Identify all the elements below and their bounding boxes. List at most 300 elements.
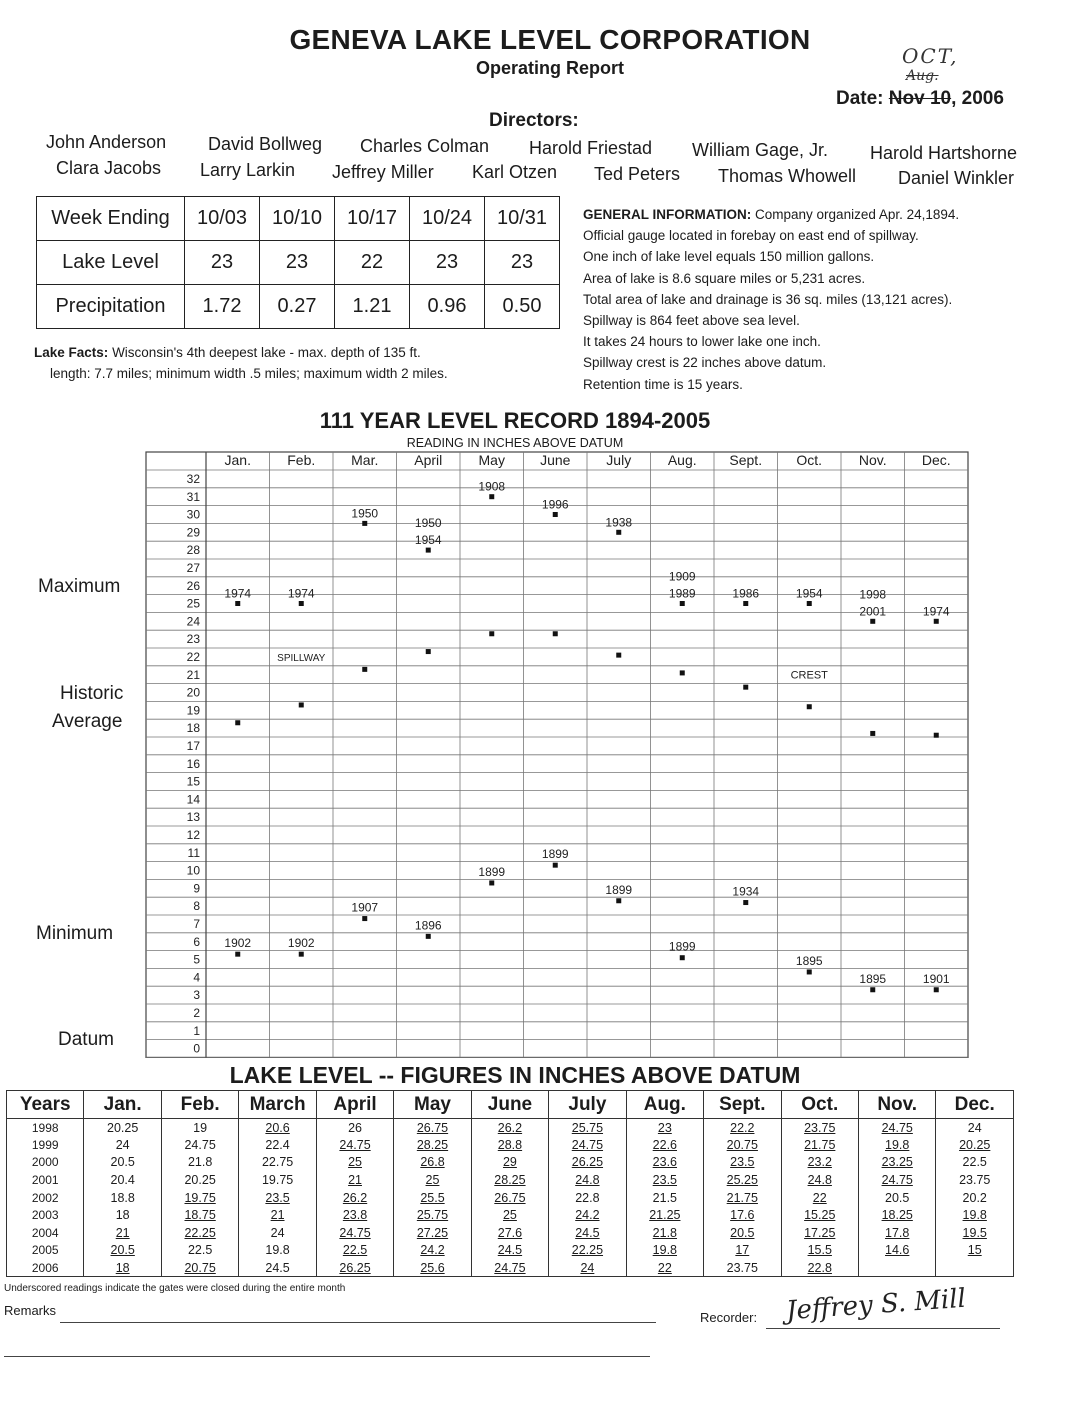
level-cell: [549, 1154, 626, 1172]
level-tick: 16: [186, 756, 200, 771]
level-cell: 23: [185, 241, 260, 285]
average-marker: [743, 685, 748, 690]
level-cell: [781, 1242, 858, 1260]
gates-closed-reading: 25: [425, 1173, 440, 1188]
level-cell: 20.5: [858, 1189, 935, 1207]
level-tick: 1: [193, 1023, 200, 1038]
level-tick: 2: [193, 1006, 200, 1020]
gates-closed-reading: 24.2: [575, 1208, 600, 1223]
average-marker: [680, 670, 685, 675]
gates-closed-reading: 22: [812, 1190, 827, 1205]
year-cell: 1998: [7, 1119, 84, 1137]
level-cell: [936, 1136, 1014, 1154]
minimum-marker: [680, 955, 685, 960]
level-cell: 20.25: [161, 1171, 238, 1189]
level-cell: [936, 1259, 1014, 1277]
gates-closed-reading: 29: [502, 1155, 517, 1170]
general-info-line: Official gauge located in forebay on east end of spillway.: [583, 228, 919, 244]
handwritten-struck-month: Aug.: [906, 68, 939, 84]
table-row: [7, 1171, 1014, 1189]
level-tick: 29: [186, 525, 200, 540]
remarks-line: [4, 1356, 650, 1357]
gates-closed-reading: 24.75: [339, 1225, 371, 1240]
gates-closed-reading: 21.8: [652, 1225, 678, 1240]
level-cell: 24: [239, 1224, 316, 1242]
gates-closed-reading: 23.75: [804, 1120, 836, 1135]
level-cell: [781, 1224, 858, 1242]
gates-closed-reading: 22.25: [571, 1243, 604, 1258]
column-header: May: [394, 1091, 471, 1119]
week-cell: 10/10: [260, 197, 335, 241]
gates-closed-reading: 17.6: [730, 1208, 755, 1223]
level-cell: [394, 1119, 471, 1137]
column-header: Jan.: [84, 1091, 161, 1119]
level-cell: [394, 1242, 471, 1260]
gates-closed-reading: 20.75: [726, 1137, 758, 1152]
level-cell: [704, 1242, 781, 1260]
lake-facts-label: Lake Facts:: [34, 345, 109, 360]
level-tick: 18: [186, 721, 200, 736]
level-tick: 11: [187, 845, 200, 860]
level-cell: [936, 1242, 1014, 1260]
gates-closed-reading: 21.75: [726, 1190, 758, 1205]
level-tick: 25: [186, 596, 200, 611]
gates-closed-reading: 18.75: [184, 1208, 216, 1223]
level-cell: [549, 1224, 626, 1242]
level-cell: [626, 1171, 703, 1189]
level-cell: 22: [335, 241, 410, 285]
level-cell: [239, 1189, 316, 1207]
column-header: March: [239, 1091, 316, 1119]
gates-closed-reading: 23.5: [265, 1190, 290, 1205]
gates-closed-reading: 18: [115, 1260, 130, 1275]
level-cell: [471, 1224, 548, 1242]
level-cell: [626, 1206, 703, 1224]
level-cell: 22.4: [239, 1136, 316, 1154]
level-tick: 15: [186, 774, 200, 789]
level-cell: 22.75: [239, 1154, 316, 1172]
maximum-marker: [870, 619, 875, 624]
level-tick: 3: [193, 988, 200, 1003]
precip-cell: 0.50: [485, 285, 560, 329]
level-cell: [84, 1242, 161, 1260]
column-header: June: [471, 1091, 548, 1119]
maximum-label: Maximum: [38, 576, 121, 597]
level-cell: 23: [260, 241, 335, 285]
historic-label: Historic: [60, 683, 124, 704]
gates-closed-reading: 22: [657, 1260, 672, 1275]
level-cell: [704, 1136, 781, 1154]
level-cell: 19.75: [239, 1171, 316, 1189]
minimum-marker: [299, 952, 304, 957]
general-info-line: Spillway crest is 22 inches above datum.: [583, 355, 827, 371]
gates-closed-reading: 24.5: [497, 1243, 523, 1258]
level-tick: 10: [186, 863, 200, 878]
level-tick: 4: [193, 970, 200, 985]
gates-closed-reading: 24.75: [881, 1173, 913, 1188]
level-tick: 8: [193, 899, 200, 914]
spillway-label: SPILLWAY: [277, 652, 326, 664]
level-cell: 21.5: [626, 1189, 703, 1207]
maximum-marker: [807, 601, 812, 606]
level-cell: [316, 1154, 393, 1172]
gates-closed-reading: 14.6: [885, 1243, 910, 1258]
level-tick: 21: [186, 667, 200, 682]
level-cell: [549, 1119, 626, 1137]
gates-closed-reading: 26.2: [497, 1120, 523, 1135]
gates-closed-reading: 27.6: [497, 1225, 523, 1240]
maximum-year-label: 1909: [668, 569, 696, 584]
level-tick: 23: [186, 632, 200, 647]
level-cell: [471, 1259, 548, 1277]
level-cell: [471, 1136, 548, 1154]
level-cell: 22.8: [549, 1189, 626, 1207]
gates-closed-reading: 26.25: [571, 1155, 604, 1170]
gates-closed-reading: 22.6: [652, 1137, 678, 1152]
maximum-year-label: 1908: [478, 479, 506, 494]
level-cell: [626, 1259, 703, 1277]
average-marker: [235, 720, 240, 725]
level-tick: 12: [186, 828, 200, 842]
level-cell: 23.75: [936, 1171, 1014, 1189]
average-marker: [616, 653, 621, 658]
gates-closed-reading: 24.8: [575, 1173, 600, 1188]
gates-closed-reading: 22.8: [807, 1260, 832, 1275]
director-name: Thomas Whowell: [718, 166, 857, 186]
level-cell: [858, 1259, 935, 1277]
gates-closed-reading: 23.6: [652, 1155, 678, 1170]
level-cell: [626, 1154, 703, 1172]
level-cell: 18: [84, 1206, 161, 1224]
level-cell: [704, 1119, 781, 1137]
gates-closed-reading: 20.5: [730, 1225, 755, 1240]
gates-closed-reading: 19.8: [652, 1243, 678, 1258]
minimum-year-label: 1896: [414, 918, 442, 933]
table-row: [7, 1224, 1014, 1242]
minimum-year-label: 1902: [287, 936, 315, 951]
level-cell: [626, 1119, 703, 1137]
minimum-marker: [362, 916, 367, 921]
level-cell: [858, 1242, 935, 1260]
level-cell: [316, 1171, 393, 1189]
level-cell: [704, 1206, 781, 1224]
level-cell: [84, 1259, 161, 1277]
month-header: Mar.: [351, 452, 379, 468]
director-name: William Gage, Jr.: [692, 140, 829, 160]
underscore-footnote: Underscored readings indicate the gates were closed during the entire month: [4, 1283, 346, 1294]
level-cell: 19: [161, 1119, 238, 1137]
month-header: June: [540, 452, 571, 468]
level-tick: 30: [186, 507, 200, 522]
year-cell: 1999: [7, 1136, 84, 1154]
minimum-year-label: 1899: [478, 864, 506, 879]
minimum-year-label: 1899: [541, 847, 569, 862]
column-header: Aug.: [626, 1091, 703, 1119]
level-cell: 18.8: [84, 1189, 161, 1207]
director-name: Jeffrey Miller: [332, 162, 434, 182]
level-tick: 32: [186, 472, 200, 486]
level-cell: 24: [936, 1119, 1014, 1137]
maximum-year-label: 1974: [922, 604, 950, 619]
gates-closed-reading: 21.75: [804, 1137, 836, 1152]
maximum-year-label: 2001: [859, 604, 887, 619]
level-tick: 9: [193, 881, 200, 896]
year-cell: 2002: [7, 1189, 84, 1207]
gates-closed-reading: 21: [115, 1225, 130, 1240]
level-tick: 14: [186, 792, 200, 807]
minimum-year-label: 1907: [351, 900, 379, 915]
director-name: Clara Jacobs: [56, 158, 162, 178]
average-marker: [299, 702, 304, 707]
maximum-marker: [489, 494, 494, 499]
year-cell: 2006: [7, 1259, 84, 1277]
level-cell: [781, 1171, 858, 1189]
maximum-marker: [362, 521, 367, 526]
column-header: Oct.: [781, 1091, 858, 1119]
maximum-year-label: 1989: [668, 586, 696, 601]
date-year: , 2006: [951, 88, 1004, 109]
level-cell: [471, 1242, 548, 1260]
gates-closed-reading: 25.75: [571, 1120, 604, 1135]
level-cell: [549, 1259, 626, 1277]
minimum-label: Minimum: [36, 923, 114, 944]
gates-closed-reading: 26.75: [494, 1190, 526, 1205]
minimum-marker: [870, 987, 875, 992]
level-cell: [161, 1189, 238, 1207]
level-cell: 24.5: [239, 1259, 316, 1277]
level-cell: [394, 1154, 471, 1172]
level-tick: 20: [186, 685, 200, 700]
datum-label: Datum: [58, 1029, 114, 1050]
minimum-marker: [426, 934, 431, 939]
gates-closed-reading: 23.8: [342, 1208, 368, 1223]
level-cell: [471, 1206, 548, 1224]
gates-closed-reading: 23.25: [881, 1155, 913, 1170]
level-cell: [394, 1224, 471, 1242]
lake-facts-line: length: 7.7 miles; minimum width .5 miles; maximum width 2 miles.: [50, 366, 448, 381]
director-name: Charles Colman: [360, 136, 490, 156]
level-cell: 24.75: [161, 1136, 238, 1154]
level-tick: 0: [193, 1041, 200, 1056]
gates-closed-reading: 26.2: [342, 1190, 368, 1205]
maximum-marker: [616, 530, 621, 535]
gates-closed-reading: 19.8: [962, 1208, 987, 1223]
maximum-marker: [553, 512, 558, 517]
maximum-year-label: 1950: [351, 506, 379, 521]
director-name: Daniel Winkler: [898, 168, 1015, 188]
minimum-year-label: 1899: [605, 882, 633, 897]
average-label: Average: [52, 711, 123, 732]
minimum-marker: [616, 898, 621, 903]
column-header: Nov.: [858, 1091, 935, 1119]
average-marker: [362, 667, 367, 672]
gates-closed-reading: 22.2: [730, 1120, 755, 1135]
gates-closed-reading: 17: [735, 1243, 750, 1258]
level-cell: [781, 1206, 858, 1224]
gates-closed-reading: 26.25: [339, 1260, 371, 1275]
level-tick: 19: [186, 703, 200, 718]
table-row: [7, 1259, 1014, 1277]
gates-closed-reading: 20.6: [265, 1120, 290, 1135]
gates-closed-reading: 25.6: [420, 1260, 445, 1275]
maximum-marker: [680, 601, 685, 606]
level-tick: 27: [186, 561, 200, 575]
gates-closed-reading: 24.75: [339, 1137, 371, 1152]
precip-cell: 0.27: [260, 285, 335, 329]
gates-closed-reading: 22.5: [342, 1243, 368, 1258]
level-cell: 23: [485, 241, 560, 285]
gates-closed-reading: 25.75: [416, 1208, 449, 1223]
recorder-label: Recorder:: [700, 1310, 758, 1325]
level-cell: [626, 1136, 703, 1154]
row-header: Lake Level: [37, 241, 185, 285]
level-cell: 19.8: [239, 1242, 316, 1260]
month-header: Sept.: [729, 452, 763, 468]
level-cell: [858, 1136, 935, 1154]
maximum-year-label: 1996: [541, 497, 569, 512]
general-info-line: It takes 24 hours to lower lake one inch.: [583, 334, 821, 350]
level-cell: 26: [316, 1119, 393, 1137]
average-marker: [426, 649, 431, 654]
table-row: [7, 1136, 1014, 1154]
level-cell: 20.4: [84, 1171, 161, 1189]
director-name: Karl Otzen: [472, 162, 558, 182]
minimum-marker: [553, 863, 558, 868]
table-row: [7, 1206, 1014, 1224]
minimum-marker: [934, 987, 939, 992]
gates-closed-reading: 27.25: [416, 1225, 449, 1240]
handwritten-month: OCT,: [902, 44, 959, 68]
column-header: Dec.: [936, 1091, 1014, 1119]
column-header: Years: [7, 1091, 84, 1119]
lake-facts-line: Wisconsin's 4th deepest lake - max. depth of 135 ft.: [112, 345, 421, 360]
level-cell: 23: [410, 241, 485, 285]
maximum-year-label: 1998: [859, 587, 887, 602]
director-name: Harold Friestad: [529, 138, 653, 158]
gates-closed-reading: 23.2: [807, 1155, 832, 1170]
level-cell: 20.5: [84, 1154, 161, 1172]
gates-closed-reading: 24.8: [807, 1173, 832, 1188]
gates-closed-reading: 26.75: [416, 1120, 449, 1135]
maximum-year-label: 1954: [795, 586, 823, 601]
precip-cell: 1.72: [185, 285, 260, 329]
gates-closed-reading: 15.5: [807, 1243, 832, 1258]
maximum-year-label: 1954: [414, 533, 442, 548]
year-cell: 2004: [7, 1224, 84, 1242]
report-title: GENEVA LAKE LEVEL CORPORATION: [289, 24, 811, 55]
average-marker: [553, 631, 558, 636]
level-cell: [549, 1171, 626, 1189]
director-name: Ted Peters: [594, 164, 681, 184]
level-cell: 21.8: [161, 1154, 238, 1172]
maximum-marker: [934, 619, 939, 624]
month-header: July: [606, 452, 632, 468]
general-info-line: Company organized Apr. 24,1894.: [755, 207, 960, 222]
precip-cell: 1.21: [335, 285, 410, 329]
general-info-line: Area of lake is 8.6 square miles or 5,231 acres.: [583, 270, 866, 286]
level-tick: 22: [186, 650, 200, 664]
level-cell: [858, 1154, 935, 1172]
level-cell: [316, 1242, 393, 1260]
level-cell: [316, 1224, 393, 1242]
general-info-line: Total area of lake and drainage is 36 sq. miles (13,121 acres).: [583, 291, 953, 307]
gates-closed-reading: 25.5: [420, 1190, 445, 1205]
year-cell: 2003: [7, 1206, 84, 1224]
level-cell: [626, 1242, 703, 1260]
level-cell: [316, 1259, 393, 1277]
column-header: April: [316, 1091, 393, 1119]
week-cell: 10/17: [335, 197, 410, 241]
gates-closed-reading: 21.25: [649, 1208, 681, 1223]
minimum-year-label: 1895: [795, 953, 823, 968]
director-name: Harold Hartshorne: [870, 143, 1018, 163]
level-cell: [471, 1119, 548, 1137]
month-header: Aug.: [667, 452, 697, 468]
level-tick: 7: [193, 917, 200, 931]
level-cell: [549, 1136, 626, 1154]
recorder-signature: Jeffrey S. Mill: [785, 1283, 967, 1327]
table-row: [7, 1119, 1014, 1137]
month-header: Jan.: [224, 452, 251, 468]
level-tick: 31: [186, 489, 200, 504]
minimum-year-label: 1934: [732, 884, 760, 899]
year-cell: 2000: [7, 1154, 84, 1172]
gates-closed-reading: 23.5: [652, 1173, 678, 1188]
minimum-marker: [235, 952, 240, 957]
gates-closed-reading: 24: [580, 1260, 595, 1275]
month-header: Nov.: [858, 452, 887, 468]
level-cell: [161, 1224, 238, 1242]
level-tick: 24: [186, 614, 200, 629]
week-cell: 10/03: [185, 197, 260, 241]
gates-closed-reading: 28.8: [497, 1137, 523, 1152]
level-tick: 28: [186, 543, 200, 558]
gates-closed-reading: 23.5: [730, 1155, 755, 1170]
gates-closed-reading: 19.8: [885, 1137, 910, 1152]
level-cell: [858, 1119, 935, 1137]
general-info-line: Retention time is 15 years.: [583, 376, 743, 392]
minimum-year-label: 1895: [859, 971, 887, 986]
level-cell: [239, 1206, 316, 1224]
level-cell: [858, 1224, 935, 1242]
maximum-marker: [426, 548, 431, 553]
level-tick: 6: [193, 934, 200, 949]
level-cell: [239, 1119, 316, 1137]
level-cell: [471, 1189, 548, 1207]
gates-closed-reading: 23: [657, 1120, 672, 1135]
general-info-line: Spillway is 864 feet above sea level.: [583, 313, 800, 329]
level-cell: 23.75: [704, 1259, 781, 1277]
column-header: July: [549, 1091, 626, 1119]
gates-closed-reading: 21: [348, 1173, 362, 1188]
level-cell: [471, 1171, 548, 1189]
row-header: Week Ending: [37, 197, 185, 241]
level-cell: [316, 1206, 393, 1224]
director-name: Larry Larkin: [200, 160, 296, 180]
level-cell: [936, 1224, 1014, 1242]
week-cell: 10/31: [485, 197, 560, 241]
level-cell: [781, 1189, 858, 1207]
month-header: April: [414, 452, 443, 468]
director-name: David Bollweg: [208, 134, 323, 154]
level-tick: 13: [186, 810, 200, 825]
gates-closed-reading: 20.5: [110, 1243, 135, 1258]
level-cell: [858, 1206, 935, 1224]
director-name: John Anderson: [46, 132, 167, 152]
level-cell: [858, 1171, 935, 1189]
average-marker: [489, 631, 494, 636]
gates-closed-reading: 20.75: [184, 1260, 216, 1275]
